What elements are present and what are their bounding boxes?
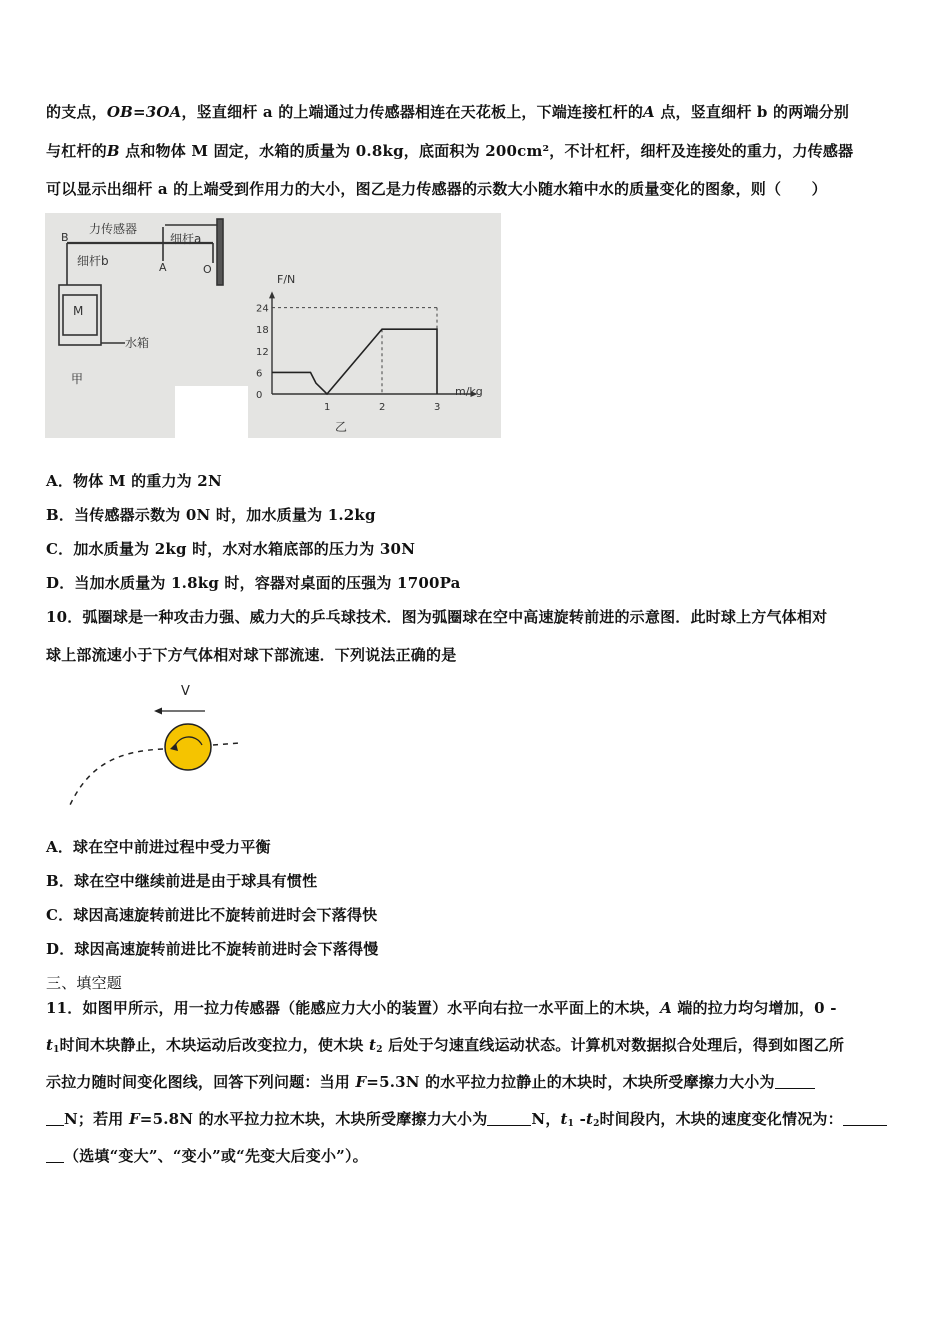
answer-blank-1a[interactable] [775, 1074, 815, 1089]
velocity-arrowhead [154, 708, 162, 715]
q10-option-a: A．球在空中前进过程中受力平衡 [46, 838, 271, 856]
q9-option-d: D．当加水质量为 1.8kg 时，容器对桌面的压强为 1700Pa [46, 574, 461, 592]
q11-line-3: 示拉力随时间变化图线，回答下列问题：当用 F=5.3N 的水平拉力拉静止的木块时，木块所受摩擦力大小为 [46, 1071, 815, 1092]
x-axis-label: m/kg [455, 385, 483, 398]
y-tick-label: 12 [256, 346, 269, 358]
trajectory-path [70, 749, 163, 805]
q11-line-5: （选填“变大”、“变小”或“先变大后变小”）。 [46, 1145, 368, 1166]
y-tick-label: 0 [256, 390, 263, 401]
q10-option-b: B．球在空中继续前进是由于球具有惯性 [46, 872, 318, 890]
section-title: 三、填空题 [46, 974, 123, 992]
q10-option-d: D．球因高速旋转前进比不旋转前进时会下落得慢 [46, 940, 379, 958]
y-tick-label: 18 [256, 325, 269, 337]
x-tick-label: 3 [434, 402, 441, 413]
sensor-label: 力传感器 [89, 222, 138, 236]
q11-line-4: N；若用 F=5.8N 的水平拉力拉木块，木块所受摩擦力大小为 N，$t_1$ $-t_2$时间段内，木块的速度变化情况为： [46, 1108, 887, 1129]
q10-figure [60, 675, 260, 810]
ping-pong-ball [165, 724, 211, 770]
point-b-label: B [61, 231, 69, 244]
q10-line-2: 球上部流速小于下方气体相对球下部流速．下列说法正确的是 [46, 646, 457, 664]
q9-line-1: 的支点，OB=3OA，竖直细杆 a 的上端通过力传感器相连在天花板上，下端连接杠杆的A 点，竖直细杆 b 的两端分别 [46, 103, 850, 121]
point-o-label: O [203, 263, 212, 276]
answer-blank-3b[interactable] [46, 1148, 64, 1163]
fig-jia-label: 甲 [71, 372, 84, 386]
q11-line-2: $t_1$时间木块静止，木块运动后改变拉力，使木块 $t_2$ 后处于匀速直线运动状态。计算机对数据拟合处理后，得到如图乙所 [46, 1036, 845, 1055]
q10-line-1: 10．弧圈球是一种攻击力强、威力大的乒乓球技术．图为弧圈球在空中高速旋转前进的示意图．此时球上方气体相对 [46, 608, 828, 626]
q9-line-3: 可以显示出细杆 a 的上端受到作用力的大小，图乙是力传感器的示数大小随水箱中水的质量变化的图象，则（ ） [46, 180, 827, 198]
q9-option-b: B．当传感器示数为 0N 时，加水质量为 1.2kg [46, 506, 376, 524]
fig-yi-label: 乙 [335, 420, 348, 434]
y-axis-label: F/N [277, 273, 296, 286]
q9-option-c: C．加水质量为 2kg 时，水对水箱底部的压力为 30N [46, 540, 416, 558]
answer-blank-1b[interactable] [46, 1111, 64, 1126]
x-tick-label: 1 [324, 402, 331, 413]
x-tick-label: 2 [379, 402, 386, 413]
trajectory-ahead [213, 743, 240, 745]
mass-label: M [73, 304, 84, 318]
q9-option-a: A．物体 M 的重力为 2N [46, 472, 222, 490]
q10-option-c: C．球因高速旋转前进比不旋转前进时会下落得快 [46, 906, 378, 924]
q9-line-2: 与杠杆的B 点和物体 M 固定，水箱的质量为 0.8kg，底面积为 200cm²，不计杠杆，细杆及连接处的重力，力传感器 [46, 142, 854, 160]
y-tick-label: 24 [256, 303, 269, 315]
velocity-label: V [181, 684, 190, 699]
q9-figure [45, 213, 501, 438]
y-tick-label: 6 [256, 368, 263, 380]
q11-line-1: 11．如图甲所示，用一拉力传感器（能感应力大小的装置）水平向右拉一水平面上的木块，A 端的拉力均匀增加，0 - [46, 999, 837, 1017]
answer-blank-3a[interactable] [843, 1111, 887, 1126]
blank-patch [175, 386, 248, 438]
rod-a-label: 细杆a [170, 232, 202, 246]
answer-blank-2[interactable] [487, 1111, 531, 1126]
tank-label: 水箱 [125, 336, 150, 350]
rod-b-label: 细杆b [77, 254, 109, 268]
point-a-label: A [159, 261, 167, 274]
